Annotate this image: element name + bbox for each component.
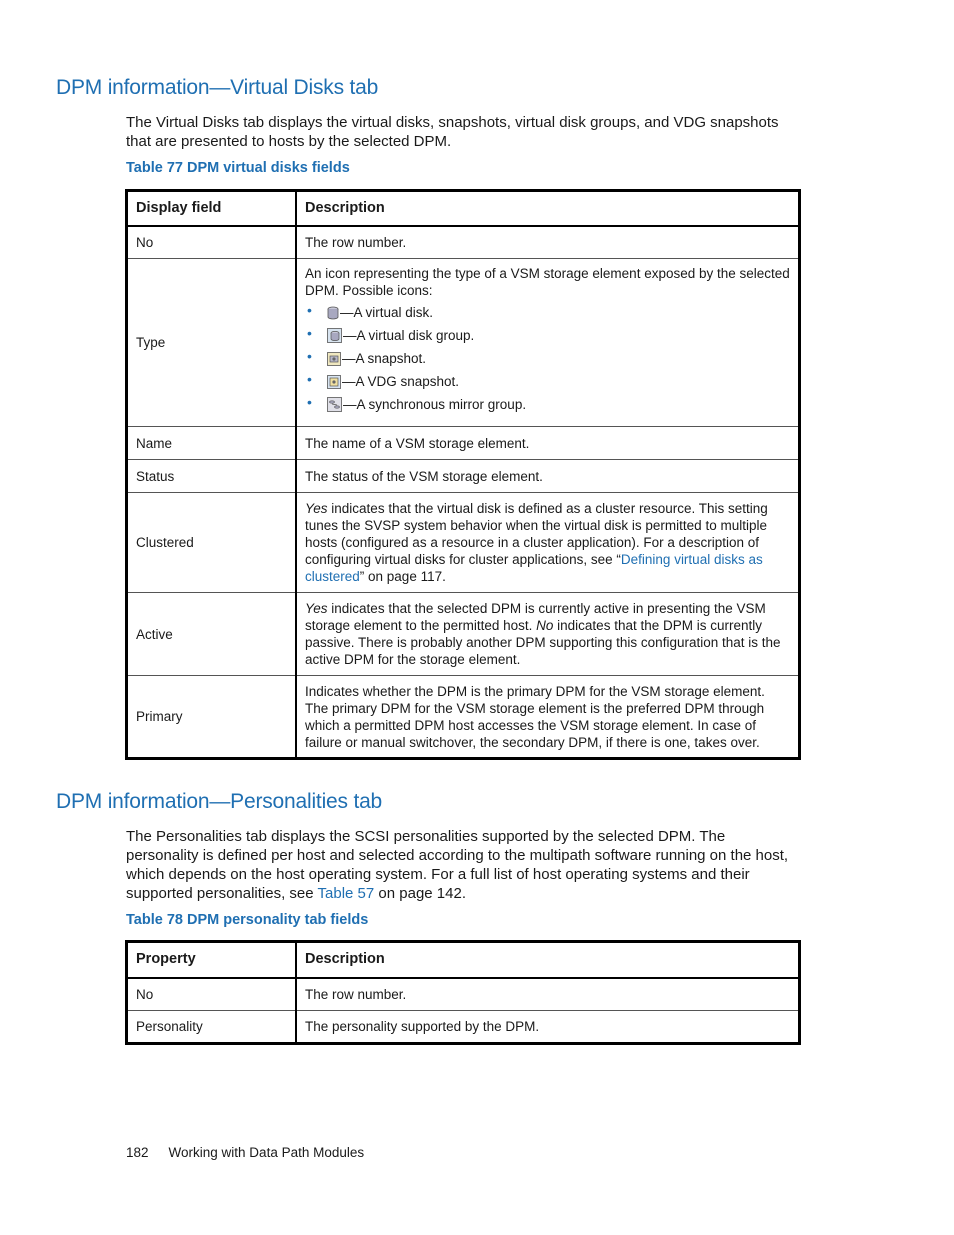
personalities-intro-text-2: on page 142.	[374, 885, 466, 902]
field-cell: Type	[127, 259, 297, 427]
active-text-2: indicates that the DPM is currently passive. There is probably another DPM supporting this configuration that is the active DPM for the storage element.	[305, 618, 781, 667]
dpm-personality-table	[125, 940, 801, 1045]
virtual-disk-group-icon	[327, 328, 342, 343]
table-57-link[interactable]: Table 57	[317, 885, 375, 902]
description-cell: The status of the VSM storage element.	[296, 460, 800, 493]
field-cell: No	[127, 978, 297, 1011]
table-row	[127, 259, 800, 427]
field-cell: Status	[127, 460, 297, 493]
list-item	[305, 326, 790, 349]
field-cell: Name	[127, 427, 297, 460]
description-cell: Indicates whether the DPM is the primary DPM for the VSM storage element. The primary DPM for the VSM storage element is the preferred DPM through which a permitted DPM host accesses the VSM storage element. In case of failure or manual switchover, the secondary DPM, if there is one, takes over.	[296, 676, 800, 759]
icon-label: —A synchronous mirror group.	[343, 397, 527, 412]
column-header-display-field: Display field	[127, 191, 297, 226]
description-cell	[296, 493, 800, 593]
list-item	[305, 303, 790, 326]
clustered-text-1: indicates that the virtual disk is defined as a cluster resource. This setting tunes the SVSP system behavior when the virtual disk is permitted to multiple hosts (configured as a resource in a cluster application). For a description of configuring virtual disks for cluster applications, see “	[305, 501, 768, 567]
table-header-row	[127, 942, 800, 978]
type-description-text: An icon representing the type of a VSM storage element exposed by the selected DPM. Possible icons:	[305, 266, 790, 298]
description-cell: The name of a VSM storage element.	[296, 427, 800, 460]
bullet-icon: •	[307, 371, 312, 387]
sync-mirror-group-icon	[327, 397, 342, 412]
personalities-intro	[126, 827, 798, 903]
description-cell	[296, 593, 800, 676]
table-77-caption: Table 77 DPM virtual disks fields	[126, 160, 350, 176]
bullet-icon: •	[307, 394, 312, 410]
snapshot-icon	[327, 352, 341, 366]
table-78-caption: Table 78 DPM personality tab fields	[126, 912, 369, 928]
column-header-property: Property	[127, 942, 297, 978]
page-footer	[126, 1145, 364, 1160]
table-row	[127, 226, 800, 259]
list-item	[305, 349, 790, 372]
bullet-icon: •	[307, 325, 312, 341]
field-cell: No	[127, 226, 297, 259]
defining-virtual-disks-link[interactable]: Defining virtual disks as clustered	[305, 552, 763, 584]
list-item	[305, 395, 790, 418]
bullet-icon: •	[307, 302, 312, 318]
section-heading-virtual-disks: DPM information—Virtual Disks tab	[56, 76, 379, 99]
table-row	[127, 676, 800, 759]
column-header-description: Description	[296, 191, 800, 226]
field-cell: Personality	[127, 1011, 297, 1044]
icon-label: —A virtual disk group.	[343, 328, 475, 343]
yes-emphasis: Yes	[305, 501, 328, 516]
table-header-row	[127, 191, 800, 226]
icon-list	[305, 303, 790, 418]
no-emphasis: No	[536, 618, 554, 633]
icon-label: —A snapshot.	[342, 351, 427, 366]
description-cell: The personality supported by the DPM.	[296, 1011, 800, 1044]
chapter-title: Working with Data Path Modules	[168, 1145, 365, 1160]
table-row	[127, 978, 800, 1011]
table-row	[127, 427, 800, 460]
icon-label: —A VDG snapshot.	[342, 374, 460, 389]
description-cell: The row number.	[296, 978, 800, 1011]
table-row	[127, 460, 800, 493]
description-cell	[296, 259, 800, 427]
dpm-virtual-disks-table	[125, 189, 801, 760]
field-cell: Active	[127, 593, 297, 676]
table-row	[127, 593, 800, 676]
icon-label: —A virtual disk.	[340, 305, 434, 320]
list-item	[305, 372, 790, 395]
table-row	[127, 493, 800, 593]
virtual-disks-intro: The Virtual Disks tab displays the virtual disks, snapshots, virtual disk groups, and VDG snapshots that are presented to hosts by the selected DPM.	[126, 114, 779, 150]
yes-emphasis: Yes	[305, 601, 328, 616]
column-header-description: Description	[296, 942, 800, 978]
page-number: 182	[126, 1145, 149, 1160]
description-cell: The row number.	[296, 226, 800, 259]
clustered-text-2: ” on page 117.	[359, 569, 446, 584]
bullet-icon: •	[307, 348, 312, 364]
virtual-disk-icon	[327, 306, 339, 320]
personalities-intro-text-1: The Personalities tab displays the SCSI personalities supported by the selected DPM. The personality is defined per host and selected according to the multipath software running on the host, which depends on the host operating system. For a full list of host operating systems and their supported personalities, see	[126, 828, 789, 902]
vdg-snapshot-icon	[327, 375, 341, 389]
section-heading-personalities: DPM information—Personalities tab	[56, 790, 383, 813]
active-text-1: indicates that the selected DPM is currently active in presenting the VSM storage element to the permitted host.	[305, 601, 766, 633]
table-row	[127, 1011, 800, 1044]
field-cell: Clustered	[127, 493, 297, 593]
field-cell: Primary	[127, 676, 297, 759]
